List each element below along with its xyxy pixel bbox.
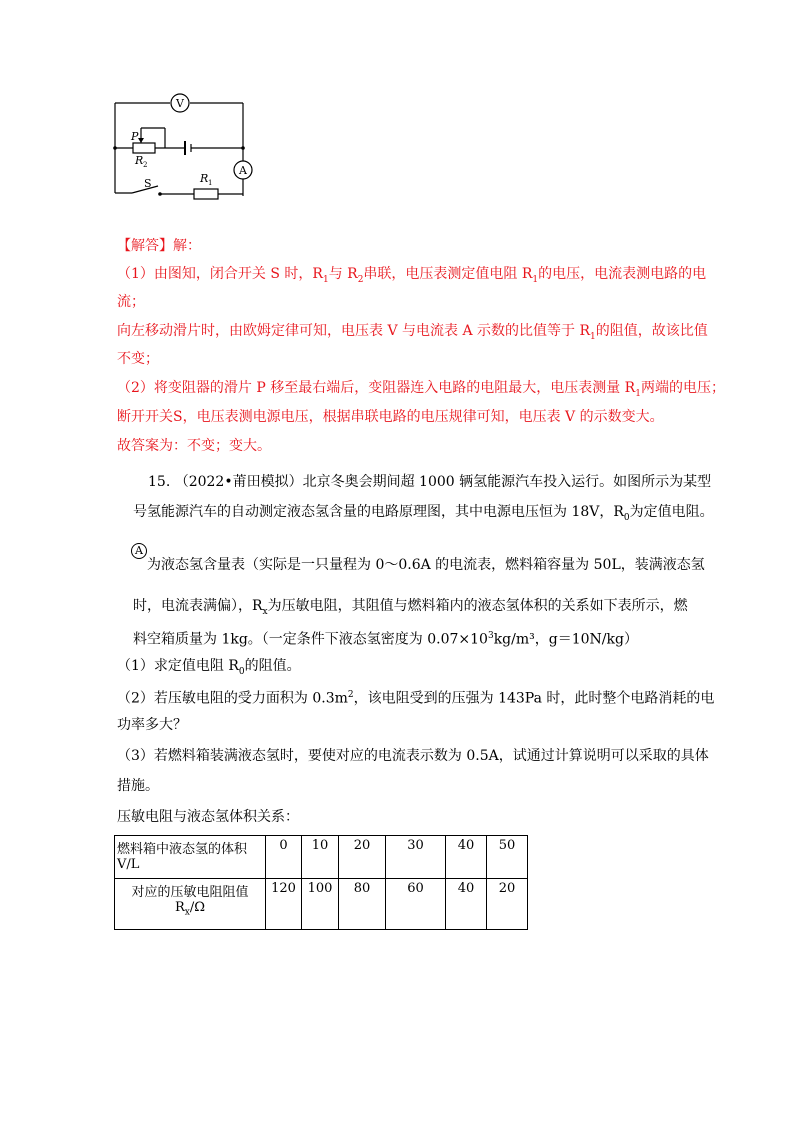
answer-p1-line4: 不变； — [117, 351, 159, 367]
table-cell: 120 — [266, 879, 302, 930]
voltmeter-label: V — [176, 97, 184, 110]
slider-label: P — [131, 130, 139, 143]
ammeter-label: A — [239, 164, 247, 177]
question-line3: 为液态氢含量表（实际是一只量程为 0～0.6A 的电流表，燃料箱容量为 50L，装满液态氢 — [147, 557, 705, 573]
table-header-resistance: 对应的压敏电阻阻值 $R_x/\Omega$ — [115, 879, 266, 930]
r1-label: R — [200, 172, 209, 185]
table-cell: 30 — [386, 836, 446, 879]
answer-p1-line3: 向左移动滑片时，由欧姆定律可知，电压表 V 与电流表 A 示数的比值等于 $R_1$的阻值，故该比值 — [117, 323, 708, 342]
table-cell: 20 — [339, 836, 386, 879]
table-cell: 0 — [266, 836, 302, 879]
answer-p1-line2: 流； — [117, 294, 145, 310]
r2-label: R — [135, 154, 144, 167]
question-line2: 号氢能源汽车的自动测定液态氢含量的电路原理图，其中电源电压恒为 18V，$R_0$为定值电阻。 — [133, 504, 714, 523]
table-cell: 100 — [302, 879, 339, 930]
table-cell: 50 — [487, 836, 528, 879]
table-cell: 80 — [339, 879, 386, 930]
table-cell: 60 — [386, 879, 446, 930]
answer-p2-line1: （2）将变阻器的滑片 P 移至最右端后，变阻器连入电路的电阻最大，电压表测量 $R_1$两端的电压； — [117, 380, 725, 399]
table-cell: 10 — [302, 836, 339, 879]
table-cell: 40 — [446, 879, 487, 930]
table-cell: 20 — [487, 879, 528, 930]
subquestion-2-line1: （2）若压敏电阻的受力面积为 $0.3m^2$，该电阻受到的压强为 143Pa 时，此时整个电路消耗的电 — [117, 690, 715, 707]
question-line4: 时，电流表满偏），$R_x$为压敏电阻，其阻值与燃料箱内的液态氢体积的关系如下表所示，燃 — [133, 598, 688, 617]
ammeter-icon: A — [131, 543, 147, 559]
answer-p2-line2: 断开开关S，电压表测电源电压，根据串联电路的电压规律可知，电压表 V 的示数变大。 — [117, 409, 664, 425]
table-row — [115, 879, 528, 930]
answer-final: 故答案为：不变；变大。 — [117, 438, 271, 454]
table-row — [115, 836, 528, 879]
subquestion-1: （1）求定值电阻 $R_0$的阻值。 — [117, 658, 301, 677]
table-header-volume: 燃料箱中液态氢的体积 V/L — [115, 836, 266, 879]
question-line1: 15. （2022•莆田模拟）北京冬奥会期间超 1000 辆氢能源汽车投入运行。如图所示为某型 — [148, 474, 712, 490]
answer-p1-line1: （1）由图知，闭合开关 S 时，$R_1$与 $R_2$串联，电压表测定值电阻 $R_1$的电压，电流表测电路的电 — [117, 266, 707, 285]
circuit-diagram — [110, 88, 260, 203]
subquestion-2-line2: 功率多大？ — [117, 717, 187, 733]
table-caption: 压敏电阻与液态氢体积关系： — [117, 809, 299, 825]
r2-subscript: 2 — [143, 161, 148, 169]
r1-subscript: 1 — [208, 179, 213, 187]
switch-label: S — [144, 177, 152, 190]
subquestion-3-line2: 措施。 — [117, 778, 159, 794]
pressure-resistor-table — [114, 835, 528, 930]
subquestion-3-line1: （3）若燃料箱装满液态氢时，要使对应的电流表示数为 0.5A，试通过计算说明可以采取的具体 — [117, 748, 709, 764]
question-line5: 料空箱质量为 1kg。（一定条件下液态氢密度为 $0.07\times 10^3kg/m^3$，g＝10N/kg） — [133, 631, 638, 648]
answer-heading: 【解答】解： — [117, 238, 201, 254]
table-cell: 40 — [446, 836, 487, 879]
